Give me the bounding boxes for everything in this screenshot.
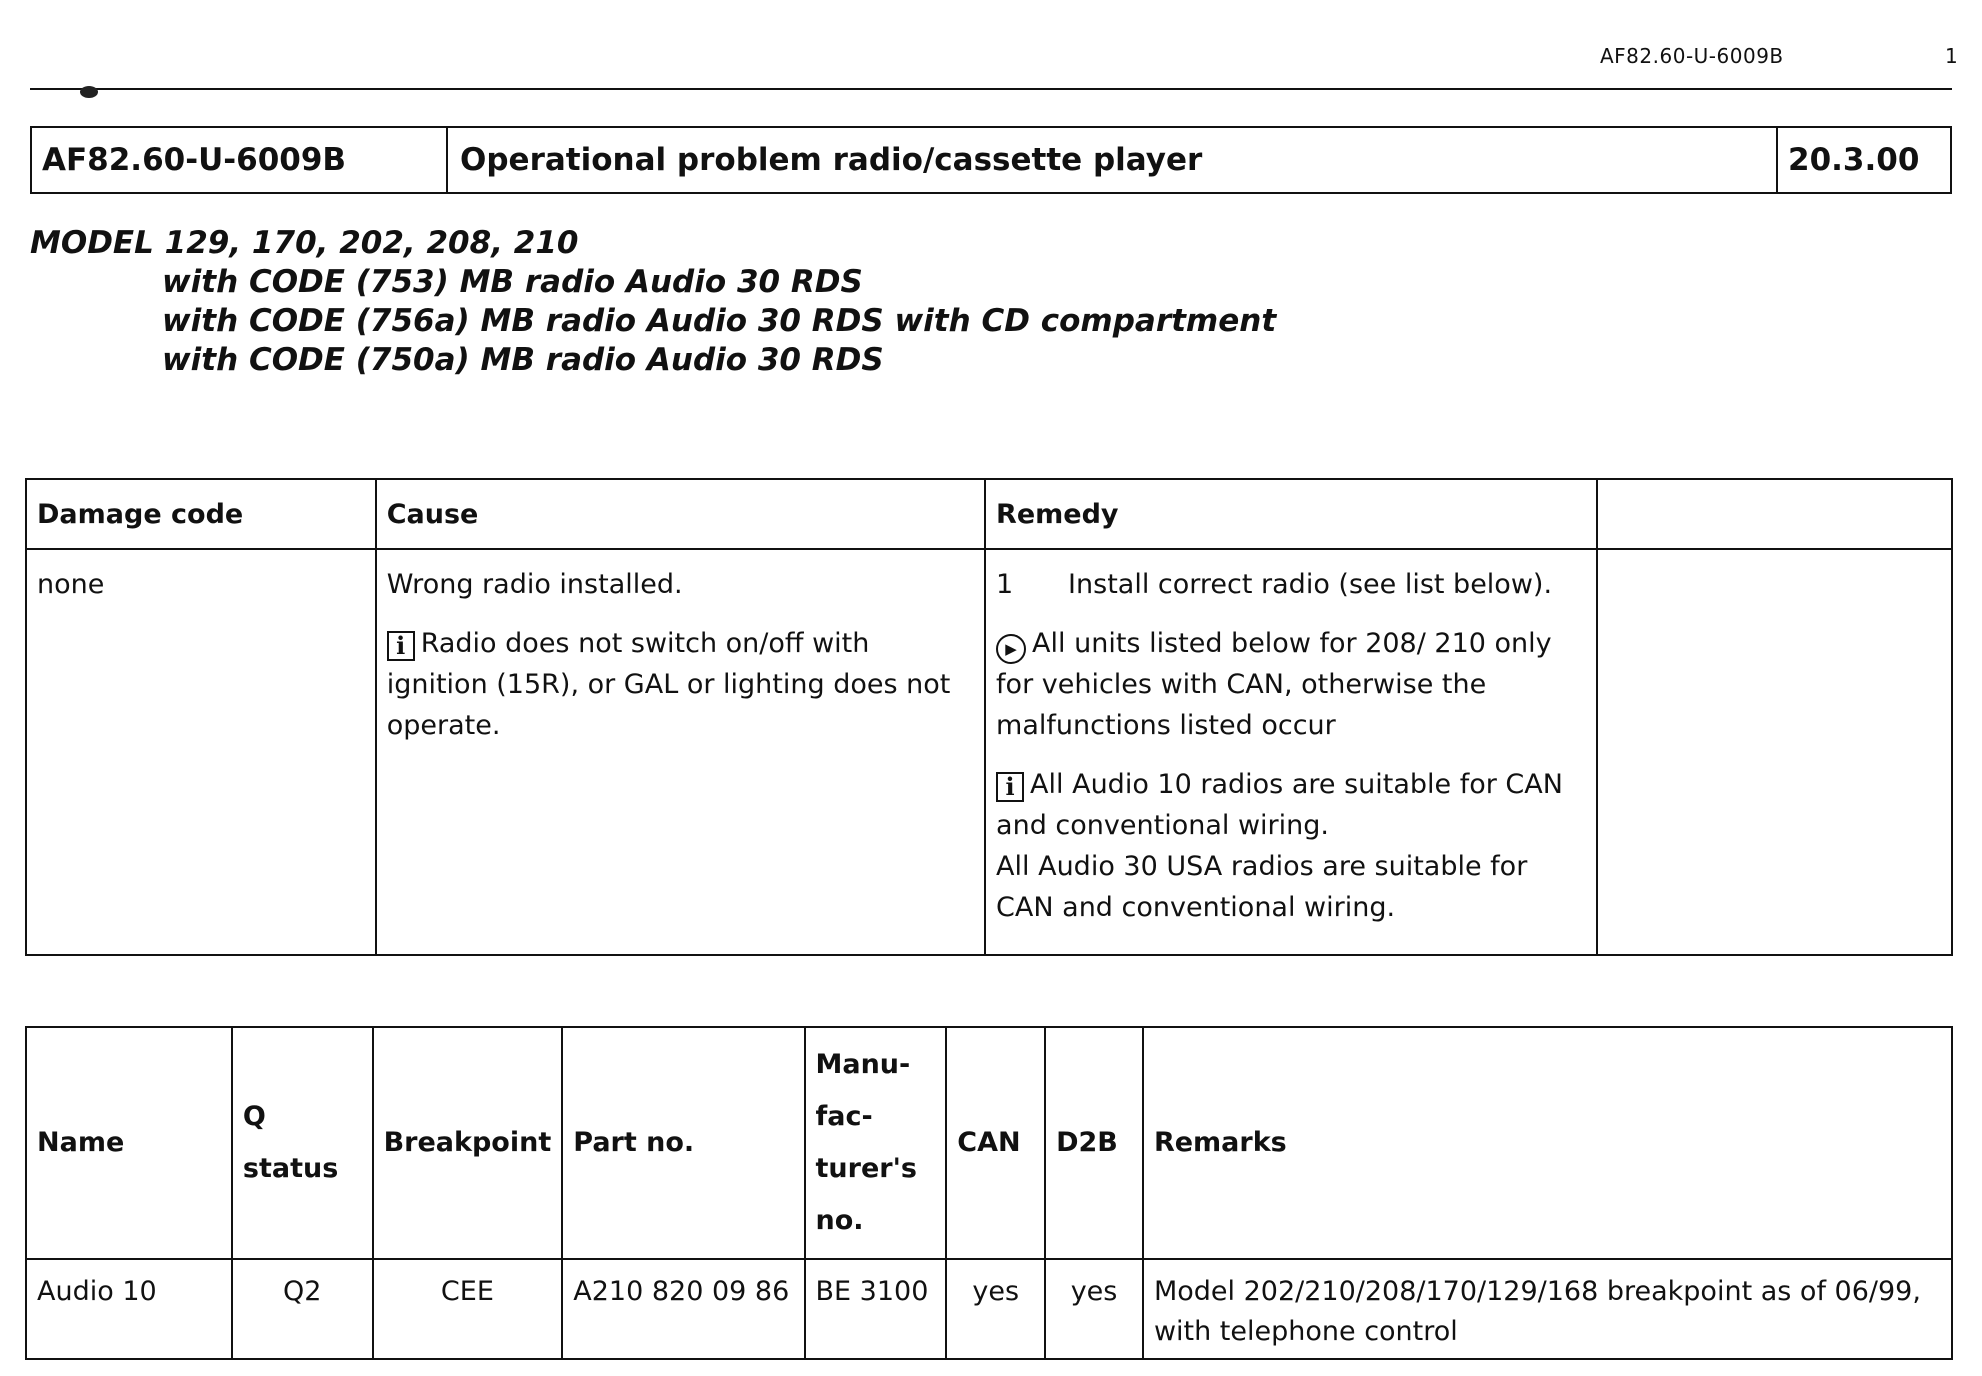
- header-remedy: Remedy: [985, 479, 1597, 549]
- damage-table-row: [26, 549, 1952, 955]
- cell-name: Audio 10: [26, 1259, 232, 1359]
- header-can: CAN: [946, 1027, 1045, 1259]
- model-label: MODEL 129, 170, 202, 208, 210: [30, 225, 579, 261]
- header-manufacturer-line: turer's: [815, 1153, 917, 1184]
- title-box-title: Operational problem radio/cassette player: [448, 128, 1778, 192]
- header-q-status: Q status: [232, 1027, 373, 1259]
- damage-table: [25, 478, 1953, 956]
- header-manufacturer-line: Manu-: [815, 1049, 911, 1080]
- remedy-step: [996, 564, 1586, 605]
- cell-breakpoint: CEE: [373, 1259, 563, 1359]
- cause-note: [387, 623, 974, 746]
- header-extra: [1597, 479, 1952, 549]
- model-code-line: with CODE (750a) MB radio Audio 30 RDS: [162, 342, 884, 378]
- header-page-number: 1: [1945, 44, 1958, 68]
- damage-table-header-row: [26, 479, 1952, 549]
- remedy-warning-text: All units listed below for 208/ 210 only for vehicles with CAN, otherwise the malfunctions listed occur: [996, 628, 1552, 741]
- header-manufacturer-line: no.: [815, 1205, 864, 1236]
- header-breakpoint: Breakpoint: [373, 1027, 563, 1259]
- model-code-line: with CODE (756a) MB radio Audio 30 RDS with CD compartment: [162, 303, 1277, 339]
- title-box: [30, 126, 1952, 194]
- remedy-cell: [985, 549, 1597, 955]
- info-icon: i: [996, 772, 1024, 802]
- model-block: [30, 224, 1276, 380]
- remedy-step-number: 1: [996, 569, 1014, 600]
- remedy-info-text-1: All Audio 10 radios are suitable for CAN and conventional wiring.: [996, 769, 1563, 841]
- damage-code-cell: none: [26, 549, 376, 955]
- cause-cell: [376, 549, 985, 955]
- cell-manufacturer-no: BE 3100: [805, 1259, 947, 1359]
- cell-remarks: Model 202/210/208/170/129/168 breakpoint as of 06/99, with telephone control: [1143, 1259, 1952, 1359]
- header-manufacturer-no: [805, 1027, 947, 1259]
- warning-circle-icon: ▶: [996, 634, 1026, 664]
- header-name: Name: [26, 1027, 232, 1259]
- extra-cell: [1597, 549, 1952, 955]
- header-d2b: D2B: [1045, 1027, 1143, 1259]
- title-box-code: AF82.60-U-6009B: [32, 128, 448, 192]
- remedy-warning: [996, 623, 1586, 746]
- cell-part-no: A210 820 09 86: [562, 1259, 804, 1359]
- info-icon: i: [387, 631, 415, 661]
- cause-note-text: Radio does not switch on/off with ignition (15R), or GAL or lighting does not operate.: [386, 628, 951, 741]
- table-row: [26, 1259, 1952, 1359]
- cell-q-status: Q2: [232, 1259, 373, 1359]
- header-part-no: Part no.: [562, 1027, 804, 1259]
- cause-main: Wrong radio installed.: [386, 569, 683, 600]
- header-doc-code: AF82.60-U-6009B: [1600, 44, 1784, 68]
- header-rule: [30, 88, 1952, 90]
- header-cause: Cause: [376, 479, 985, 549]
- remedy-step-text: Install correct radio (see list below).: [1068, 569, 1553, 600]
- parts-table: [25, 1026, 1953, 1360]
- model-code-line: with CODE (753) MB radio Audio 30 RDS: [162, 264, 863, 300]
- remedy-info: [996, 764, 1586, 928]
- header-damage-code: Damage code: [26, 479, 376, 549]
- parts-table-header-row: [26, 1027, 1952, 1259]
- scan-speck: [80, 86, 98, 98]
- header-remarks: Remarks: [1143, 1027, 1952, 1259]
- cell-d2b: yes: [1045, 1259, 1143, 1359]
- remedy-info-text-2: All Audio 30 USA radios are suitable for CAN and conventional wiring.: [996, 851, 1528, 923]
- cell-can: yes: [946, 1259, 1045, 1359]
- header-manufacturer-line: fac-: [815, 1101, 873, 1132]
- title-box-date: 20.3.00: [1788, 142, 1920, 178]
